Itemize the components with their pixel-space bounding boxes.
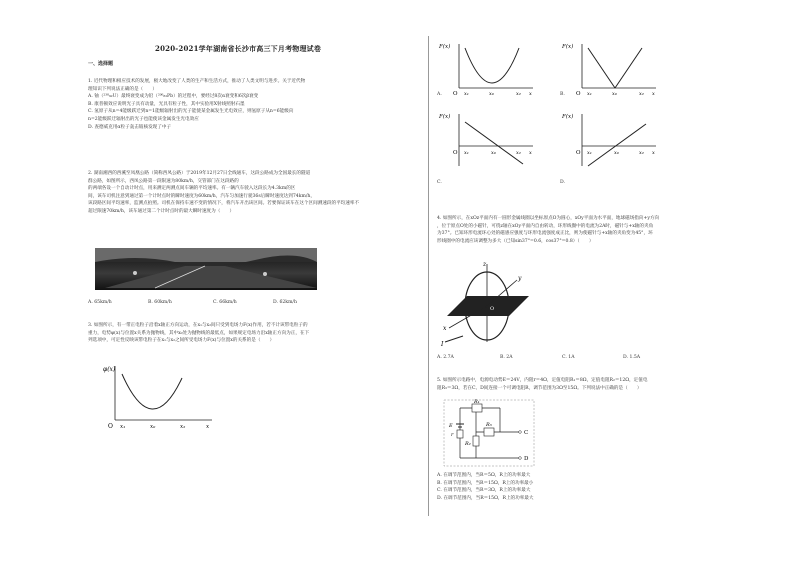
q3-graph-c	[437, 108, 537, 170]
graph-x0: x₀	[491, 150, 496, 156]
section-heading: 一、选择题	[88, 61, 114, 67]
potential-graph	[100, 362, 220, 432]
graph-x: x	[652, 150, 655, 156]
terminal-c: C	[524, 430, 529, 436]
graph-x2: x₂	[180, 424, 186, 430]
q2-line: 群公路，如图所示，西凤公路第一段限速为80km/h，交管部门在这段路的	[88, 178, 239, 184]
q1-stem	[88, 78, 418, 131]
graph-x1: x₁	[587, 150, 592, 156]
q5-stem	[437, 377, 777, 392]
q4-line: 为37°。已知环形电流环心处的磁感应强度与环形电流强度成正比，则为使磁针与+x轴的夹角变为45°，环	[437, 231, 653, 237]
q4-option-d: D. 1.5A	[623, 355, 641, 360]
q4-line: 4. 如图所示，在xOz平面内有一圆形金属线圈以坐标原点O为圆心，xOy平面为水平面，地球磁场指向+y方向	[437, 216, 660, 221]
graph-x2: x₂	[639, 91, 644, 97]
graph-fx-label: F(x)	[562, 114, 574, 120]
q3-graph-b	[560, 38, 660, 100]
q4-option-b: B. 2A	[500, 355, 513, 360]
q3-line: 列选项中，可定性反映该带电粒子在x₁与x₂之间所受电场力F(x)与位置x的关系的是（ ）	[88, 338, 275, 344]
graph-x1: x₁	[120, 424, 126, 430]
q3-line: 3. 如图所示，有一带正电粒子沿着x轴正方向运动，在x₁与x₂间只受到电场力F(x)作用，若不计该带电粒子的	[88, 323, 308, 328]
r3-label: R₃	[486, 422, 492, 428]
q5-line: 5. 如图所示电路中，电源电动势E＝24V，内阻r＝4Ω，定值电阻R₁＝8Ω，定值电阻R₂＝12Ω，定值电	[437, 378, 648, 383]
graph-x: x	[529, 91, 532, 97]
q1-option-d: D. 查德威克用α粒子轰击铍核发现了中子	[88, 124, 172, 130]
graph-fx-label: F(x)	[439, 114, 451, 120]
q2-option-c: C. 66km/h	[213, 300, 237, 305]
q5-option-b: B. 在调节范围内，当R＝15Ω，R上的功率最小	[437, 480, 534, 486]
column-divider	[428, 36, 429, 516]
q3-graph-d	[560, 108, 660, 170]
q1-line: 理知识下列说法正确的是（ ）	[88, 86, 157, 92]
q1-option-b: B. 康普顿效应说明光子具有动量，光具有粒子性，其中实验用X射线照射石墨	[88, 101, 245, 107]
q3-graph-a	[437, 38, 537, 100]
q3-option-c: C.	[437, 180, 442, 185]
graph-ylabel: φ(x)	[103, 366, 116, 373]
q5-option-c: C. 在调节范围内，当R＝3Ω，R上的功率最大	[437, 488, 531, 494]
graph-fx-label: F(x)	[562, 44, 574, 50]
q2-line: 的两端各设一个自动计时点，用来测定两测点间车辆的平均速率。有一辆汽车驶入这段长为4.3km的区	[88, 186, 296, 192]
graph-x1: x₁	[464, 150, 469, 156]
q2-line: 2. 湖南湘西的西溪至凤凰公路（简称西凤公路）于2019年12月27日全线通车，这段公路成为全国最长的隧道	[88, 171, 311, 176]
graph-origin: O	[108, 423, 113, 430]
coil-figure	[437, 258, 537, 348]
axis-z-label: z	[483, 261, 487, 268]
graph-x0: x₀	[612, 91, 617, 97]
graph-origin: O	[453, 91, 458, 97]
q3-option-a: A.	[437, 92, 442, 97]
q2-line: 间，该车司机注意到通过第一个计时点时的瞬时速度为60km/h，汽车匀加速行驶36s后瞬时速度达到74km/h，	[88, 193, 315, 199]
graph-x0: x₀	[489, 91, 494, 97]
graph-x2: x₂	[639, 150, 644, 156]
emf-label: E	[449, 423, 453, 429]
graph-x: x	[206, 424, 210, 430]
q3-line: 重力，电势φ(x)与位置x关系为抛物线，其中x₀处为抛物线的最低点，如果规定电场力沿x轴正方向为正，在下	[88, 330, 310, 336]
r1-label: R₁	[474, 399, 480, 405]
q4-line: ，位于原点O处的小磁针，可绕z轴在xOy平面内自由转动，环形线圈中的电流为2A时，磁针与+x轴的夹角	[437, 223, 654, 229]
axis-x-label: x	[443, 325, 447, 332]
circuit-diagram	[440, 398, 540, 470]
q2-option-a: A. 65km/h	[88, 300, 112, 305]
origin-label: O	[490, 306, 495, 312]
q4-option-c: C. 1A	[562, 355, 575, 360]
tunnel-road-photo	[95, 248, 317, 290]
internal-resistance-label: r	[451, 432, 454, 438]
q3-stem	[88, 322, 418, 345]
q2-option-b: B. 60km/h	[148, 300, 172, 305]
graph-x2: x₂	[516, 150, 521, 156]
q2-stem	[88, 170, 418, 216]
q5-option-a: A. 在调节范围内，当R＝5Ω，R上的功率最大	[437, 473, 531, 478]
q2-line: 该段路区间平均速率，监测点拍照。司机在保持车速不变的情况下，将汽车开出该区间。若要保证该车在这个区间测速段的平均速率不	[88, 201, 360, 207]
graph-x2: x₂	[516, 91, 521, 97]
q3-option-b: B.	[560, 92, 565, 97]
q5-option-d: D. 在调节范围内，当R＝15Ω，R上的功率最大	[437, 495, 534, 501]
q1-line: 1. 近代物理和相应技术的发展，极大地改变了人类的生产和生活方式，推动了人类文明与进步。关于近代物	[88, 79, 306, 84]
graph-origin: O	[576, 91, 581, 97]
graph-x1: x₁	[464, 91, 469, 97]
exam-title: 2020-2021学年湖南省长沙市高三下月考物理试卷	[155, 44, 322, 53]
q4-option-a: A. 2.7A	[437, 355, 454, 360]
graph-x0: x₀	[614, 150, 619, 156]
graph-x0: x₀	[150, 424, 156, 430]
r2-label: R₂	[465, 441, 471, 447]
q1-option-a: A. 铀（²³⁸₉₂U）最终衰变成为铅（²⁰⁶₈₂Pb）的过程中，要经过8次α衰变和6次β衰变	[88, 94, 259, 100]
graph-x: x	[652, 91, 655, 97]
q1-option-c: C. 氢原子从n=4能级跃迁到n=1能级辐射出的光子能使某金属发生光电效应，则氢原子从n=6能级向	[88, 109, 294, 115]
graph-x: x	[529, 150, 532, 156]
graph-x1: x₁	[587, 91, 592, 97]
q1-option-c-cont: n=2能级跃迁辐射出的光子也能使该金属发生光电效应	[88, 116, 199, 122]
q2-line: 超过限速70km/h，该车通过第二个计时点时的最大瞬时速度为（ ）	[88, 208, 235, 214]
graph-fx-label: F(x)	[439, 44, 451, 50]
terminal-d: D	[524, 456, 529, 462]
current-label: I	[441, 341, 444, 348]
tunnel-road-photo-detail	[95, 248, 317, 290]
graph-origin: O	[576, 150, 581, 156]
axis-y-label: y	[518, 275, 522, 282]
q3-option-d: D.	[560, 180, 565, 185]
graph-origin: O	[453, 150, 458, 156]
q4-line: 形线圈中的电流应该调整为多大（已知sin37°=0.6，cos37°=0.8）（ ）	[437, 238, 594, 244]
q2-option-d: D. 62km/h	[273, 300, 297, 305]
q5-options	[437, 472, 777, 502]
q4-stem	[437, 215, 777, 245]
q5-line: 阻R₃＝3Ω，若在C、D间连接一个可调电阻R，调节范围为3Ω至15Ω。下列说法中正确的是（ ）	[437, 385, 642, 391]
